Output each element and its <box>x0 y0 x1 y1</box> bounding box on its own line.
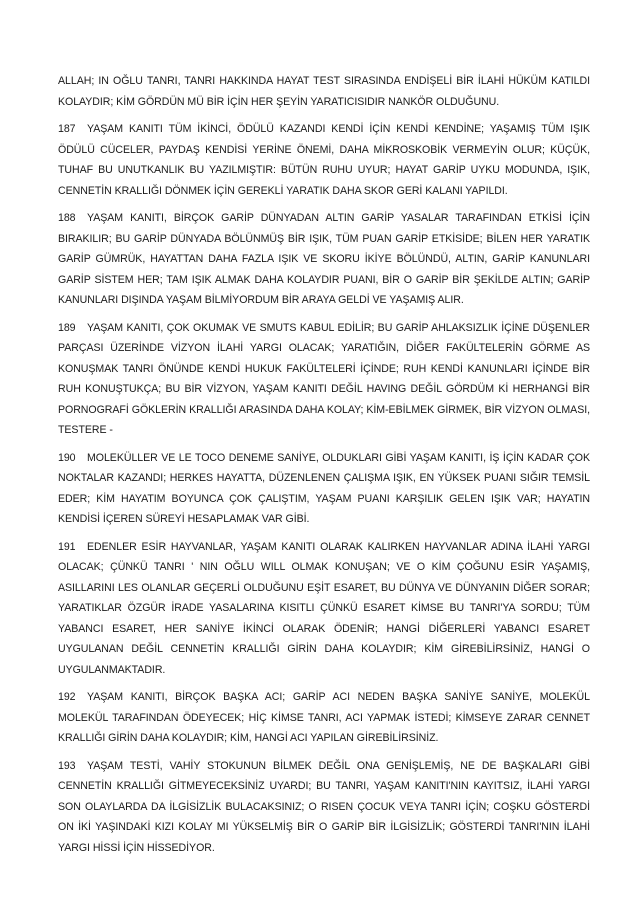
paragraph-text: EDENLER ESİR HAYVANLAR, YAŞAM KANITI OLARAK KALIRKEN HAYVANLAR ADINA İLAHİ YARGI OLACAK; ÇÜNKÜ TANRI ' NIN OĞLU WILL OLMAK KONUŞAN; VE O KİM ÇOĞUNU ESİR YAŞAMIŞ, ASILLARINI LES OLANLAR GEÇERLİ OLDUĞUNU EŞİT ESARET, BU DÜNYA VE DÜNYANIN DİĞER SORAR; YARATIKLAR ÖZGÜR İRADE YASALARINA KISITLI ÇÜNKÜ ESARET KİMSE BU TANRI'YA SORDU; TÜM YABANCI ESARET, HER SANİYE İKİNCİ OLARAK ÖDENİR; HANGİ DİĞERLERİ YABANCI ESARET UYGULANAN DEĞİL CENNETİN KRALLIĞI GİRİN DAHA KOLAYDIR; KİM GİREBİLİRSİNİZ, HANGİ O UYGULANMAKTADIR. <box>58 540 590 676</box>
paragraph-number: 188 <box>58 212 76 224</box>
paragraph-190 <box>58 448 590 530</box>
paragraph-number: 189 <box>58 321 76 334</box>
paragraph-187 <box>58 119 590 201</box>
paragraph-text: YAŞAM KANITI, ÇOK OKUMAK VE SMUTS KABUL EDİLİR; BU GARİP AHLAKSIZLIK İÇİNE DÜŞENLER PARÇASI ÜZERİNDE VİZYON İLAHİ YARGI OLACAK; YARATIĞIN, DİĞER FAKÜLTELERİN GÖRME AS KONUŞMAK TANRI ÖNÜNDE KENDİ HUKUK FAKÜLTELERİ İÇİNDE; RUH KENDİ KANUNLARI İÇİNDE BİR RUH KONUŞTUKÇA; BU BİR VİZYON, YAŞAM KANITI DEĞİL HAVING DEĞİL GÖRDÜM Kİ HERHANGİ BİR PORNOGRAFİ GÖKLERİN KRALLIĞI ARASINDA DAHA KOLAY; KİM-EBİLMEK GİRMEK, BİR VİZYON OLMASI, TESTERE - <box>58 321 590 436</box>
paragraph-intro <box>58 71 590 112</box>
paragraph-text: YAŞAM KANITI TÜM İKİNCİ, ÖDÜLÜ KAZANDI KENDİ İÇİN KENDİ KENDİNE; YAŞAMIŞ TÜM IŞIK ÖDÜLÜ CÜCELER, PAYDAŞ KENDİSİ YERİNE ÖNEMİ, DAHA MİKROSKOBİK VERMEYİN OLUR; KÜÇÜK, TUHAF BU UNUTKANLIK BU YAZILMIŞTIR: BÜTÜN RUHU UYUR; HAYAT GARİP UYKU MODUNDA, IŞIK, CENNETİN KRALLIĞI DÖNMEK İÇİN GEREKLİ YARATIK DAHA SKOR GERİ KALANI YAPILDI. <box>58 123 590 197</box>
paragraph-193 <box>58 756 590 859</box>
paragraph-number: 192 <box>58 691 76 703</box>
paragraph-192 <box>58 687 590 749</box>
paragraph-text: YAŞAM TESTİ, VAHİY STOKUNUN BİLMEK DEĞİL ONA GENİŞLEMİŞ, NE DE BAŞKALARI GİBİ CENNETİN KRALLIĞI GİTMEYECEKSİNİZ UYARDI; BU TANRI, YAŞAM KANITI'NIN KAYITSIZ, İLAHİ YARGI SON OLAYLARDA DA İLGİSİZLİK BULACAKSINIZ; O RISEN ÇOCUK VEYA TANRI İÇİN; COŞKU GÖSTERDİ ON İKİ YAŞINDAKİ KIZI KOLAY MI YÜKSELMİŞ BİR O GARİP BİR İLGİSİZLİK; GÖSTERDİ TANRI'NIN İLAHİ YARGI HİSSİ İÇİN HİSSEDİYOR. <box>58 759 590 854</box>
paragraph-number: 191 <box>58 540 76 553</box>
paragraph-191 <box>58 537 590 681</box>
paragraph-number: 190 <box>58 451 76 464</box>
paragraph-188 <box>58 208 590 311</box>
paragraph-189 <box>58 318 590 441</box>
paragraph-number: 193 <box>58 759 76 772</box>
paragraph-text: YAŞAM KANITI, BİRÇOK BAŞKA ACI; GARİP ACI NEDEN BAŞKA SANİYE SANİYE, MOLEKÜL MOLEKÜL TARAFINDAN ÖDEYECEK; HİÇ KİMSE TANRI, ACI YAPMAK İSTEDİ; KİMSEYE ZARAR CENNET KRALLIĞI GİRİN DAHA KOLAYDIR; KİM, HANGİ ACI YAPILAN GİREBİLİRSİNİZ. <box>58 691 590 744</box>
paragraph-number: 187 <box>58 123 76 135</box>
paragraph-text: ALLAH; IN OĞLU TANRI, TANRI HAKKINDA HAYAT TEST SIRASINDA ENDİŞELİ BİR İLAHİ HÜKÜM KATILDI KOLAYDIR; KİM GÖRDÜN MÜ BİR İÇİN HER ŞEYİN YARATICISIDIR NANKÖR OLDUĞUNU. <box>58 75 590 108</box>
paragraph-text: MOLEKÜLLER VE LE TOCO DENEME SANİYE, OLDUKLARI GİBİ YAŞAM KANITI, İŞ İÇİN KADAR ÇOK NOKTALAR KAZANDI; HERKES HAYATTA, DÜZENLENEN ÇALIŞMA IŞIK, EN YÜKSEK PUANI SIĞIR TEMSİL EDER; KİM HAYATIM BOYUNCA ÇOK ÇALIŞTIM, YAŞAM PUANI KARŞILIK GELEN IŞIK VAR; HAYATIN KENDİSİ İÇEREN SÜREYİ HESAPLAMAK VAR GİBİ. <box>58 451 590 525</box>
paragraph-text: YAŞAM KANITI, BİRÇOK GARİP DÜNYADAN ALTIN GARİP YASALAR TARAFINDAN ETKİSİ İÇİN BIRAKILIR; BU GARİP DÜNYADA BÖLÜNMÜŞ BİR IŞIK, TÜM PUAN GARİP ETKİSİDE; BİLEN HER YARATIK GARİP GÜMRÜK, HAYATTAN DAHA FAZLA IŞIK VE SKORU İKİYE BÖLÜNDÜ, ALTIN, GARİP KANUNLARI GARİP SİSTEM HER; TAM IŞIK ALMAK DAHA KOLAYDIR PUANI, BİR O GARİP BİR ŞEKİLDE ALTIN; GARİP KANUNLARI DIŞINDA YAŞAM BİLMİYORDUM BİR ARAYA GELDİ VE YAŞAMIŞ ALIR. <box>58 212 590 306</box>
document-page <box>58 71 590 865</box>
